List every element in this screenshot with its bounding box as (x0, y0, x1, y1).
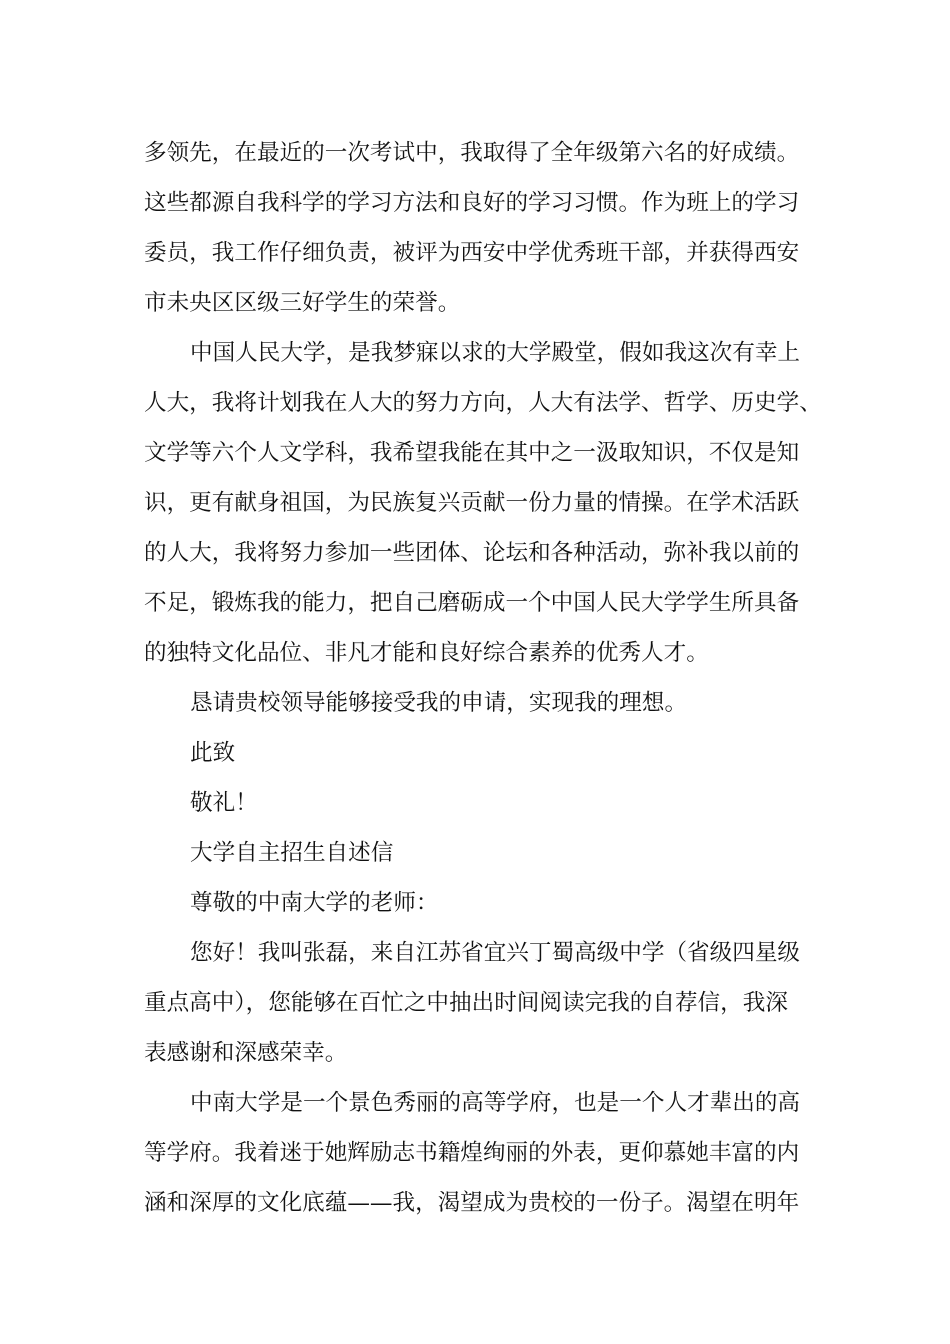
closing-line-2: 敬礼！ (190, 790, 258, 816)
closing-line-1: 此致 (190, 740, 236, 766)
paragraph-line-5: 中国人民大学，是我梦寐以求的大学殿堂，假如我这次有幸上 (190, 340, 801, 366)
paragraph-line-21: 等学府。我着迷于她辉励志书籍煌绚丽的外表，更仰慕她丰富的内 (144, 1140, 800, 1166)
salutation: 尊敬的中南大学的老师： (190, 890, 439, 916)
paragraph-line-17: 您好！我叫张磊，来自江苏省宜兴丁蜀高级中学（省级四星级 (190, 940, 801, 966)
document-body (144, 128, 822, 1228)
paragraph-line-10: 不足，锻炼我的能力，把自己磨砺成一个中国人民大学学生所具备 (144, 590, 800, 616)
section-title: 大学自主招生自述信 (190, 840, 394, 866)
paragraph-line-12: 恳请贵校领导能够接受我的申请，实现我的理想。 (190, 690, 688, 716)
paragraph-line-8: 识，更有献身祖国，为民族复兴贡献一份力量的情操。在学术活跃 (144, 490, 800, 516)
paragraph-line-18: 重点高中），您能够在百忙之中抽出时间阅读完我的自荐信，我深 (144, 990, 788, 1016)
paragraph-line-19: 表感谢和深感荣幸。 (144, 1040, 348, 1066)
paragraph-line-4: 市未央区区级三好学生的荣誉。 (144, 290, 461, 316)
paragraph-line-22: 涵和深厚的文化底蕴——我，渴望成为贵校的一份子。渴望在明年 (144, 1190, 800, 1216)
paragraph-line-7: 文学等六个人文学科，我希望我能在其中之一汲取知识，不仅是知 (144, 440, 800, 466)
paragraph-line-1: 多领先，在最近的一次考试中，我取得了全年级第六名的好成绩。 (144, 140, 800, 166)
paragraph-line-6: 人大，我将计划我在人大的努力方向，人大有法学、哲学、历史学、 (144, 390, 822, 416)
paragraph-line-9: 的人大，我将努力参加一些团体、论坛和各种活动，弥补我以前的 (144, 540, 800, 566)
paragraph-line-11: 的独特文化品位、非凡才能和良好综合素养的优秀人才。 (144, 640, 709, 666)
paragraph-line-3: 委员，我工作仔细负责，被评为西安中学优秀班干部，并获得西安 (144, 240, 800, 266)
paragraph-line-2: 这些都源自我科学的学习方法和良好的学习习惯。作为班上的学习 (144, 190, 800, 216)
paragraph-line-20: 中南大学是一个景色秀丽的高等学府，也是一个人才辈出的高 (190, 1090, 801, 1116)
